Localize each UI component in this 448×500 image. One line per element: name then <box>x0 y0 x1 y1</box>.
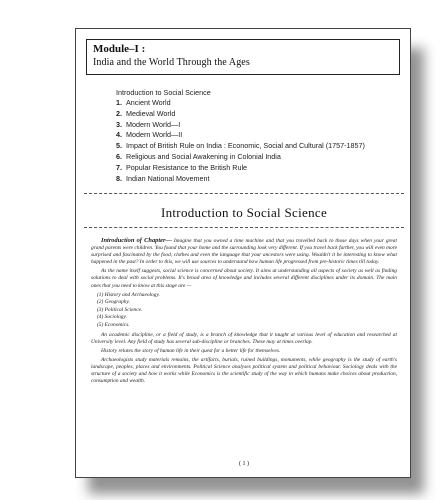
toc-item: 7. Popular Resistance to the British Rule <box>116 162 248 172</box>
paragraph: An academic discipline, or a field of study, is a branch of knowledge that it taught at various level of education and researched at University level. Any field of study has several sub-discipline or branches. These may at times overlap. <box>91 331 397 345</box>
toc-item: 3. Modern World—I <box>116 119 181 129</box>
list-item: (4) Sociology. <box>97 314 127 321</box>
divider-bottom <box>84 227 404 228</box>
toc-item: 8. Indian National Movement <box>116 173 210 183</box>
table-of-contents <box>116 87 406 184</box>
list-item: (1) History and Archaeology. <box>97 291 160 298</box>
list-item: (2) Geography. <box>97 299 130 306</box>
list-item: (5) Economics. <box>97 322 130 329</box>
module-title: Module–I : <box>93 43 146 55</box>
paragraph: Archaeologists study materials remains, the artifacts, burials, ruined buildings, monuments, while geography is the study of earth's landscape, peoples, places and environments. Political Science analyses political system and political behaviour. Sociology deals with the structure of a society and how it works while Economics is the scientific study of the way in which humans make choices about production, consumption and wealth. <box>91 356 397 385</box>
list-item: (3) Political Science. <box>97 306 143 313</box>
toc-item: 1. Ancient World <box>116 98 171 107</box>
page-number: ( 1 ) <box>239 461 249 467</box>
module-header-box <box>86 39 400 75</box>
chapter-body <box>91 237 397 387</box>
section-title: Introduction to Social Science <box>160 205 328 220</box>
module-subtitle: India and the World Through the Ages <box>93 57 250 68</box>
intro-paragraph: Introduction of Chapter— Imagine that you owned a time machine and that you travelled back to those days when your great grand parents were children. You found that your home and the surrounding look very different. If you travel back further, you will even more surprised and fascinated by the food, clothes and even the language that your ancestors were using. Wouldn't it be interesting to know what happened in the past? In order to this, we will use sources to understand how human life progressed from pre-historic times till today. <box>91 237 397 266</box>
book-page <box>75 28 411 478</box>
toc-item: 6. Religious and Social Awakening in Colonial India <box>116 151 281 161</box>
toc-list <box>116 98 406 184</box>
divider-top <box>84 193 404 194</box>
paragraph: History relates the story of human life in their quest for a better life for themselves. <box>101 347 281 354</box>
intro-heading: Introduction of Chapter— <box>101 237 172 244</box>
disciplines-list <box>97 292 397 330</box>
toc-item: 2. Medieval World <box>116 108 176 118</box>
toc-item: 5. Impact of British Rule on India : Economic, Social and Cultural (1757-1857) <box>116 141 365 151</box>
paragraph: As the name itself suggests, social science is concerned about society. It aims at understanding all aspects of society as well as finding solutions to deal with social problems. It's broad area of knowledge and includes several different disciplines under its domain. The main ones that you need to know at this stage are — <box>91 268 397 289</box>
toc-item: 4. Modern World—II <box>116 130 183 140</box>
toc-heading: Introduction to Social Science <box>116 88 211 97</box>
